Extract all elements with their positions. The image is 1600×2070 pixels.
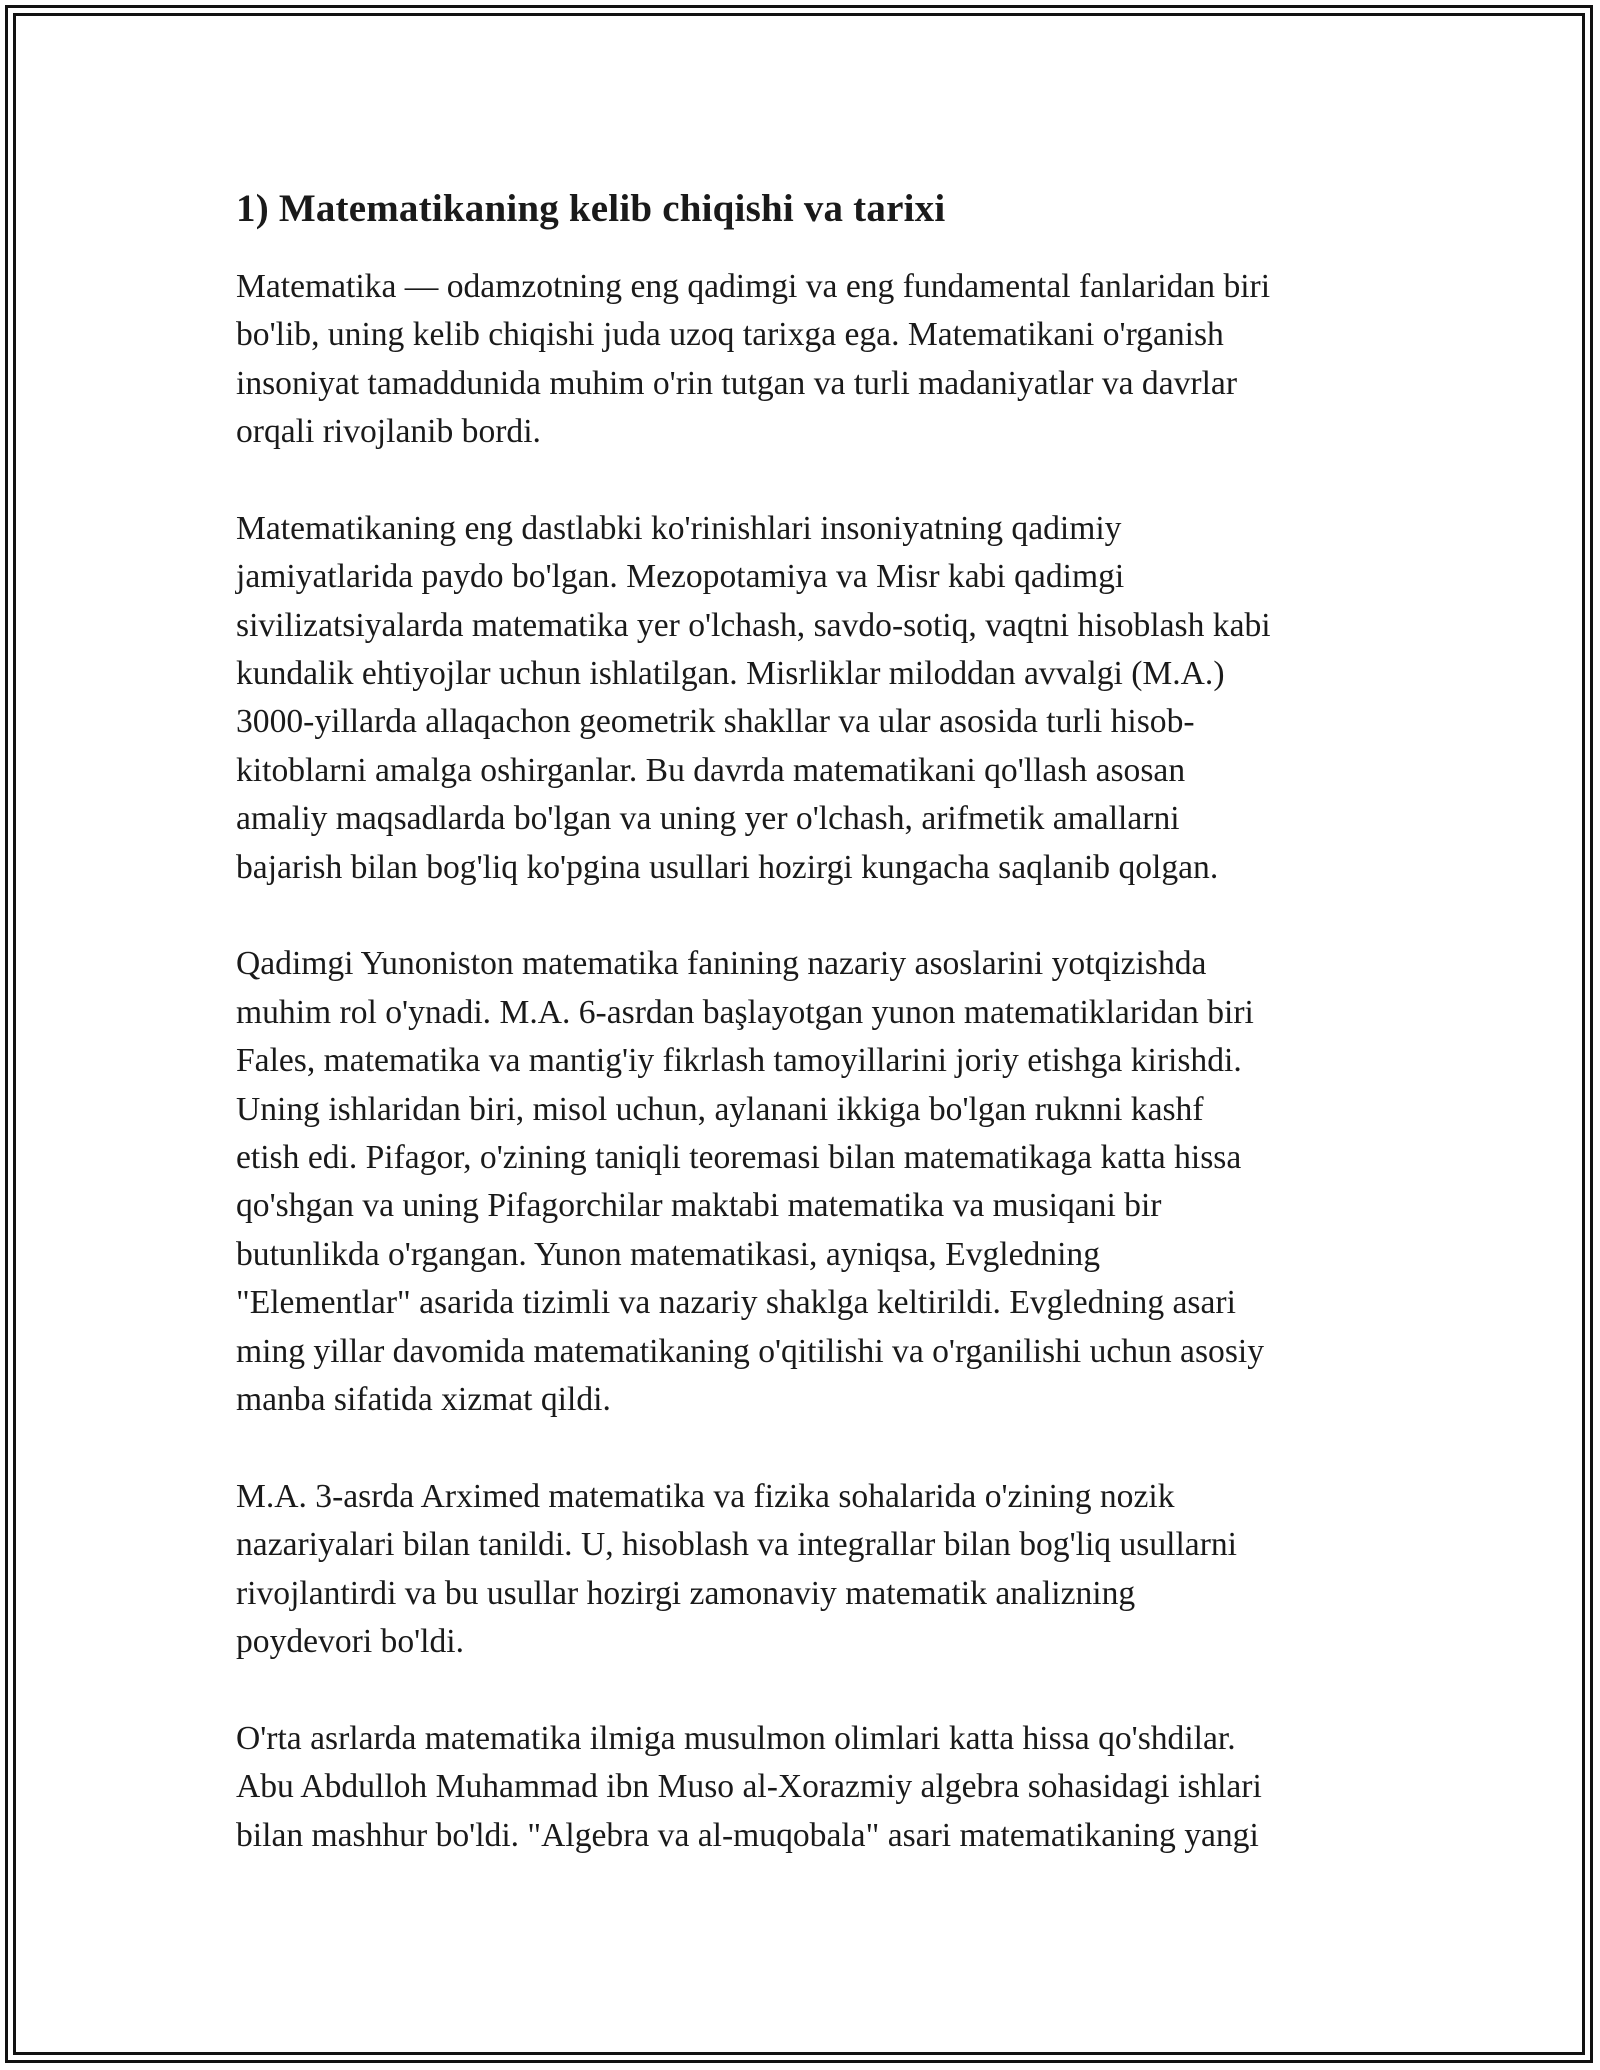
document-page xyxy=(236,186,1376,1860)
text-line: bajarish bilan bog'liq ko'pgina usullari hozirgi kungacha saqlanib qolgan. xyxy=(236,848,1219,886)
text-line: Matematika — odamzotning eng qadimgi va eng fundamental fanlaridan biri xyxy=(236,267,1271,305)
text-line: muhim rol o'ynadi. M.A. 6-asrdan başlayotgan yunon matematiklaridan biri xyxy=(236,993,1254,1031)
text-line: Matematikaning eng dastlabki ko'rinishlari insoniyatning qadimiy xyxy=(236,509,1122,547)
text-line: etish edi. Pifagor, o'zining taniqli teoremasi bilan matematikaga katta hissa xyxy=(236,1139,1242,1177)
text-line: M.A. 3-asrda Arximed matematika va fizika sohalarida o'zining nozik xyxy=(236,1477,1175,1515)
text-line: kundalik ehtiyojlar uchun ishlatilgan. Misrliklar miloddan avvalgi (M.A.) xyxy=(236,655,1225,693)
text-line: butunlikda o'rgangan. Yunon matematikasi, ayniqsa, Evgledning xyxy=(236,1235,1100,1273)
text-line: Fales, matematika va mantig'iy fikrlash tamoyillarini joriy etishga kirishdi. xyxy=(236,1042,1242,1080)
paragraph-intro xyxy=(236,263,1376,457)
paragraph-ancient-civilizations xyxy=(236,505,1376,892)
text-line: rivojlantirdi va bu usullar hozirgi zamonaviy matematik analizning xyxy=(236,1574,1136,1612)
text-line: poydevori bo'ldi. xyxy=(236,1623,465,1661)
paragraph-middle-ages xyxy=(236,1715,1376,1860)
text-line: insoniyat tamaddunida muhim o'rin tutgan va turli madaniyatlar va davrlar xyxy=(236,364,1237,402)
text-line: ming yillar davomida matematikaning o'qitilishi va o'rganilishi uchun asosiy xyxy=(236,1332,1265,1370)
text-line: 3000-yillarda allaqachon geometrik shakllar va ular asosida turli hisob- xyxy=(236,703,1195,741)
text-line: Uning ishlaridan biri, misol uchun, aylanani ikkiga bo'lgan ruknni kashf xyxy=(236,1090,1204,1128)
document-heading: 1) Matematikaning kelib chiqishi va tarixi xyxy=(236,187,946,230)
text-line: jamiyatlarida paydo bo'lgan. Mezopotamiya va Misr kabi qadimgi xyxy=(236,558,1125,596)
text-line: bo'lib, uning kelib chiqishi juda uzoq tarixga ega. Matematikani o'rganish xyxy=(236,316,1224,354)
text-line: bilan mashhur bo'ldi. "Algebra va al-muqobala" asari matematikaning yangi xyxy=(236,1816,1259,1854)
text-line: orqali rivojlanib bordi. xyxy=(236,413,541,451)
text-line: nazariyalari bilan tanildi. U, hisoblash va integrallar bilan bog'liq usullarni xyxy=(236,1526,1237,1564)
text-line: sivilizatsiyalarda matematika yer o'lchash, savdo-sotiq, vaqtni hisoblash kabi xyxy=(236,606,1271,644)
text-line: manba sifatida xizmat qildi. xyxy=(236,1381,611,1419)
text-line: O'rta asrlarda matematika ilmiga musulmon olimlari katta hissa qo'shdilar. xyxy=(236,1719,1236,1757)
text-line: Abu Abdulloh Muhammad ibn Muso al-Xorazmiy algebra sohasidagi ishlari xyxy=(236,1768,1262,1806)
paragraph-ancient-greece xyxy=(236,940,1376,1424)
text-line: qo'shgan va uning Pifagorchilar maktabi matematika va musiqani bir xyxy=(236,1187,1162,1225)
text-line: "Elementlar" asarida tizimli va nazariy shaklga keltirildi. Evgledning asari xyxy=(236,1284,1236,1322)
text-line: Qadimgi Yunoniston matematika fanining nazariy asoslarini yotqizishda xyxy=(236,945,1207,983)
paragraph-archimedes xyxy=(236,1473,1376,1667)
text-line: amaliy maqsadlarda bo'lgan va uning yer o'lchash, arifmetik amallarni xyxy=(236,800,1180,838)
text-line: kitoblarni amalga oshirganlar. Bu davrda matematikani qo'llash asosan xyxy=(236,751,1186,789)
